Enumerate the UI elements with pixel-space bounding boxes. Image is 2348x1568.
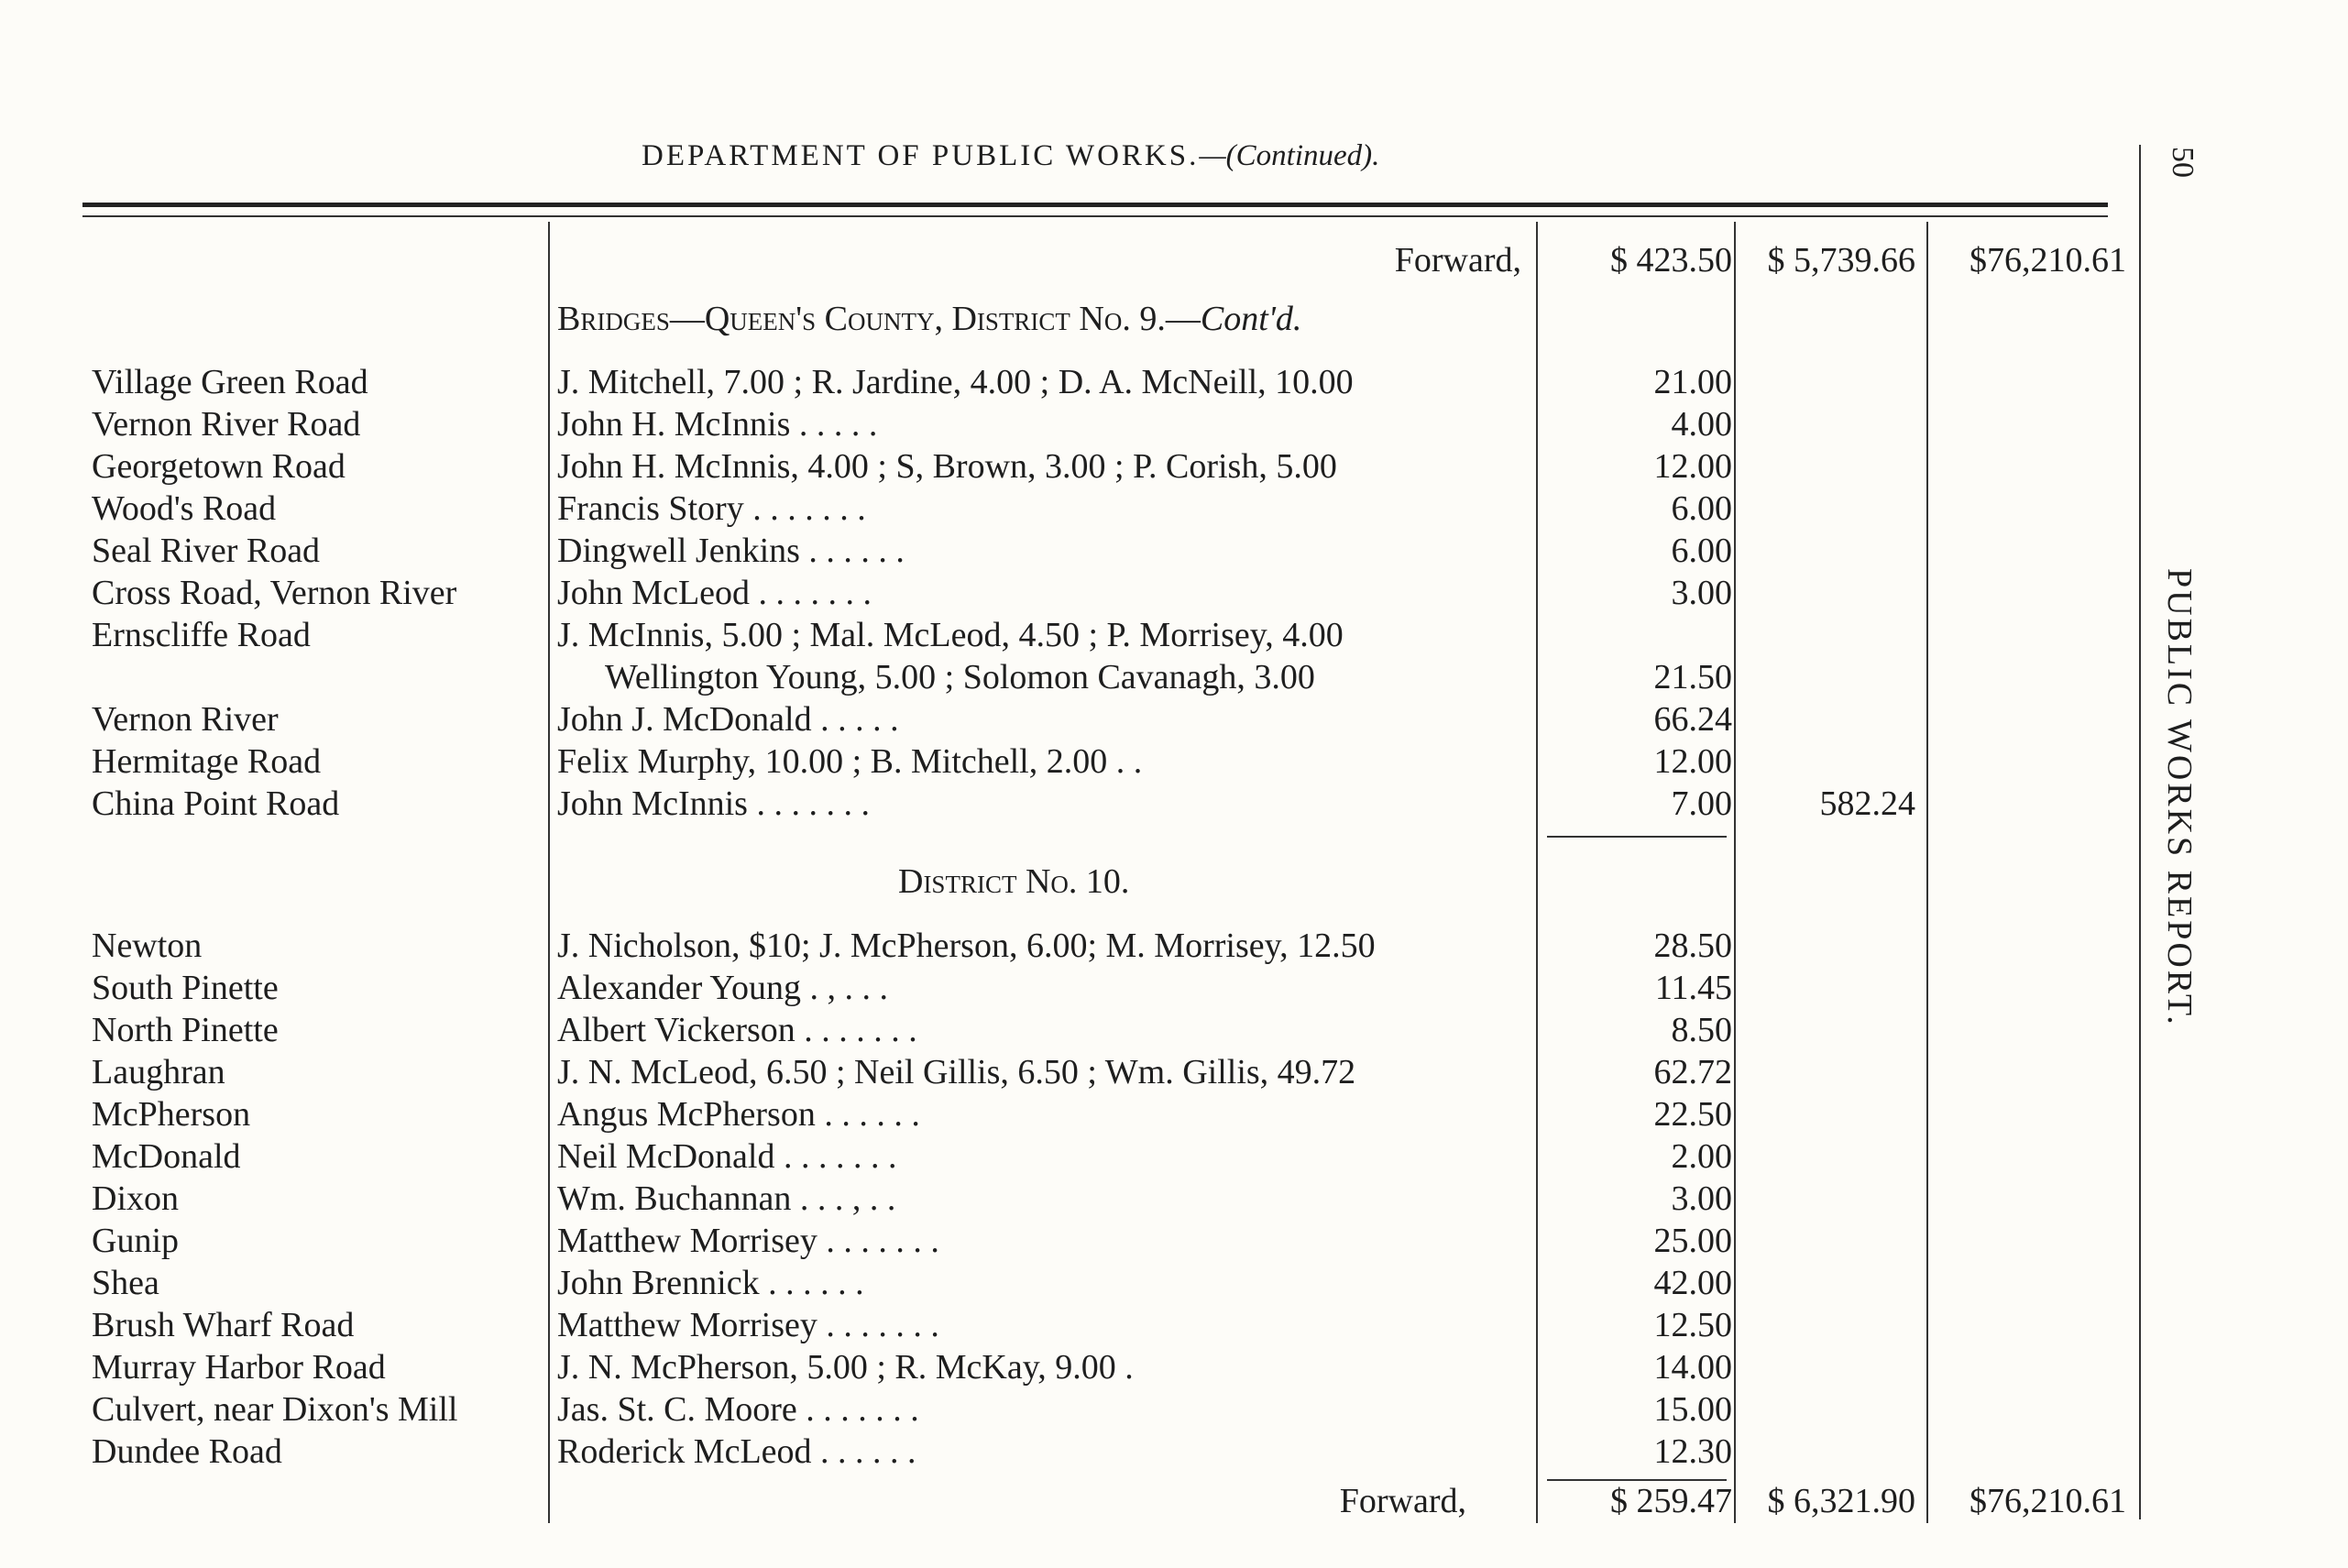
amount: 11.45 [1654, 969, 1732, 1007]
payee: Roderick McLeod . . . . . . [557, 1432, 916, 1471]
header-rule-thick [82, 203, 2108, 207]
payee: Alexander Young . , . . . [557, 969, 888, 1007]
forward-col1: $ 423.50 [1610, 241, 1732, 280]
road-name: China Point Road [92, 784, 340, 823]
payee: John McLeod . . . . . . . [557, 574, 872, 612]
table-row [0, 488, 2145, 531]
amount: 12.00 [1653, 447, 1732, 486]
amount: 25.00 [1653, 1222, 1732, 1260]
payee: John H. McInnis . . . . . [557, 405, 878, 444]
amount: 42.00 [1653, 1264, 1732, 1302]
road-name: Brush Wharf Road [92, 1306, 355, 1344]
payee: Wm. Buchannan . . . , . . [557, 1179, 896, 1218]
header-continued: —(Continued). [1199, 139, 1380, 172]
amount: 21.50 [1653, 658, 1732, 696]
amount: 6.00 [1671, 532, 1732, 570]
table-row [0, 404, 2145, 446]
table-row [0, 1221, 2145, 1263]
payee: John Brennick . . . . . . [557, 1264, 864, 1302]
payee: J. N. McPherson, 5.00 ; R. McKay, 9.00 . [557, 1348, 1134, 1387]
amount: 12.00 [1653, 742, 1732, 781]
table-row [0, 1431, 2145, 1474]
payee: Angus McPherson . . . . . . [557, 1095, 920, 1134]
table-row [0, 1136, 2145, 1179]
road-name: Seal River Road [92, 532, 321, 570]
amount: 4.00 [1671, 405, 1732, 444]
district-heading: District No. 10. [898, 862, 1130, 901]
payee: J. N. McLeod, 6.50 ; Neil Gillis, 6.50 ; Wm. Gillis, 49.72 [557, 1053, 1356, 1091]
road-name: Dixon [92, 1179, 179, 1218]
payee: Jas. St. C. Moore . . . . . . . [557, 1390, 919, 1429]
forward-row-bottom [0, 1481, 2145, 1523]
payee: Albert Vickerson . . . . . . . [557, 1011, 917, 1049]
table-row [0, 1389, 2145, 1431]
table-row [0, 1179, 2145, 1221]
road-name: Georgetown Road [92, 447, 346, 486]
table-row [0, 1052, 2145, 1094]
table-row [0, 741, 2145, 784]
road-name: Wood's Road [92, 489, 277, 528]
payee: Felix Murphy, 10.00 ; B. Mitchell, 2.00 . . [557, 742, 1143, 781]
road-name: Murray Harbor Road [92, 1348, 386, 1387]
payee: John H. McInnis, 4.00 ; S, Brown, 3.00 ; P. Corish, 5.00 [557, 447, 1337, 486]
amount: 21.00 [1653, 363, 1732, 401]
forward-col1: $ 259.47 [1610, 1482, 1732, 1520]
road-name: Village Green Road [92, 363, 368, 401]
road-name: Laughran [92, 1053, 225, 1091]
amount: 66.24 [1653, 700, 1732, 739]
amount: 7.00 [1671, 784, 1732, 823]
amount: 3.00 [1671, 1179, 1732, 1218]
forward-col2: $ 6,321.90 [1767, 1482, 1915, 1520]
road-name: Ernscliffe Road [92, 616, 311, 654]
payee: Neil McDonald . . . . . . . [557, 1137, 897, 1176]
amount: 22.50 [1653, 1095, 1732, 1134]
road-name: Shea [92, 1264, 159, 1302]
amount: 15.00 [1653, 1390, 1732, 1429]
road-name: South Pinette [92, 969, 279, 1007]
road-name: McPherson [92, 1095, 251, 1134]
amount: 8.50 [1671, 1011, 1732, 1049]
table-row [0, 1094, 2145, 1136]
section-heading [557, 299, 1301, 339]
table-row [0, 362, 2145, 404]
payee: J. Mitchell, 7.00 ; R. Jardine, 4.00 ; D. A. McNeill, 10.00 [557, 363, 1354, 401]
amount: 12.50 [1653, 1306, 1732, 1344]
forward-col3: $76,210.61 [1969, 241, 2126, 280]
running-title: PUBLIC WORKS REPORT. [2160, 568, 2199, 1027]
forward-col2: $ 5,739.66 [1767, 241, 1915, 280]
payee: J. Nicholson, $10; J. McPherson, 6.00; M. Morrisey, 12.50 [557, 927, 1376, 965]
payee: John McInnis . . . . . . . [557, 784, 870, 823]
sum-rule [1547, 836, 1727, 838]
road-name: Culvert, near Dixon's Mill [92, 1390, 458, 1429]
payee: J. McInnis, 5.00 ; Mal. McLeod, 4.50 ; P. Morrisey, 4.00 [557, 616, 1344, 654]
amount: 28.50 [1653, 927, 1732, 965]
payee: Matthew Morrisey . . . . . . . [557, 1222, 939, 1260]
road-name: North Pinette [92, 1011, 279, 1049]
payee-continuation: Wellington Young, 5.00 ; Solomon Cavanagh, 3.00 [605, 658, 1315, 696]
payee: Matthew Morrisey . . . . . . . [557, 1306, 939, 1344]
section-heading-cont: Cont'd. [1200, 300, 1302, 338]
table-row [0, 926, 2145, 968]
forward-row-top [0, 240, 2145, 282]
payee: Dingwell Jenkins . . . . . . [557, 532, 905, 570]
table-row [0, 968, 2145, 1010]
page-header [642, 139, 1379, 173]
payee: John J. McDonald . . . . . [557, 700, 899, 739]
district-subtotal: 582.24 [1819, 784, 1915, 823]
table-row [0, 1263, 2145, 1305]
payee: Francis Story . . . . . . . [557, 489, 866, 528]
road-name: Vernon River Road [92, 405, 361, 444]
table-row [0, 1305, 2145, 1347]
forward-label: Forward, [1394, 241, 1521, 280]
amount: 2.00 [1671, 1137, 1732, 1176]
amount: 6.00 [1671, 489, 1732, 528]
table-row [0, 531, 2145, 573]
amount: 3.00 [1671, 574, 1732, 612]
table-row [0, 1347, 2145, 1389]
table-row [0, 784, 2145, 826]
road-name: Newton [92, 927, 203, 965]
table-row [0, 1010, 2145, 1052]
header-rule-thin [82, 215, 2108, 217]
header-title: DEPARTMENT OF PUBLIC WORKS. [642, 139, 1200, 172]
table-row [0, 657, 2145, 699]
amount: 12.30 [1653, 1432, 1732, 1471]
forward-col3: $76,210.61 [1969, 1482, 2126, 1520]
section-heading-main: Bridges—Queen's County, District No. 9.— [557, 300, 1201, 338]
road-name: McDonald [92, 1137, 241, 1176]
page-number: 50 [2166, 147, 2200, 178]
amount: 14.00 [1653, 1348, 1732, 1387]
road-name: Cross Road, Vernon River [92, 574, 457, 612]
amount: 62.72 [1653, 1053, 1732, 1091]
road-name: Dundee Road [92, 1432, 282, 1471]
road-name: Vernon River [92, 700, 279, 739]
road-name: Hermitage Road [92, 742, 322, 781]
table-row [0, 573, 2145, 615]
road-name: Gunip [92, 1222, 179, 1260]
table-row [0, 699, 2145, 741]
table-row [0, 615, 2145, 657]
forward-label: Forward, [1339, 1482, 1466, 1520]
table-row [0, 446, 2145, 488]
